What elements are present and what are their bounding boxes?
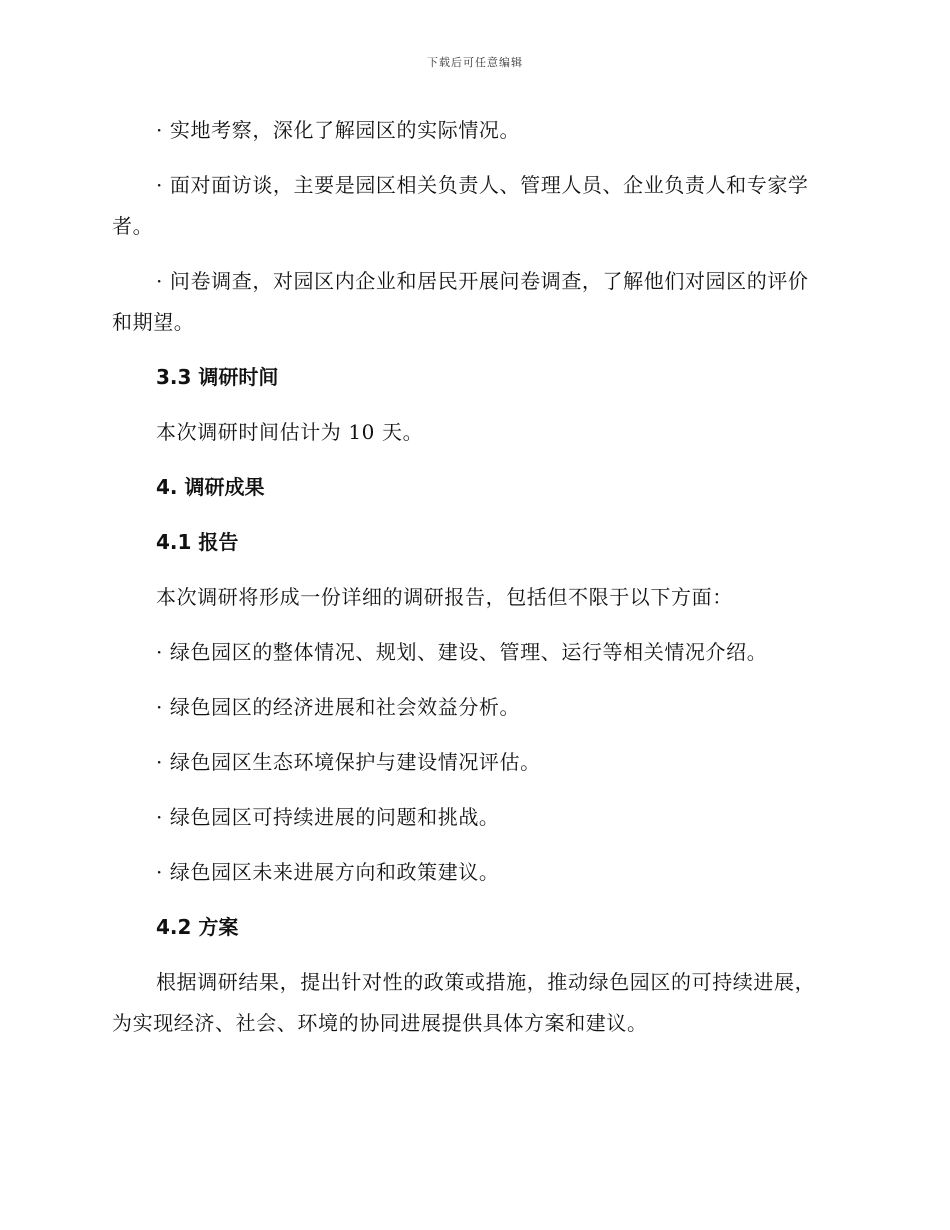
section-4-2-title: 4.2 方案 <box>156 915 239 939</box>
report-item: · 绿色园区可持续进展的问题和挑战。 <box>156 805 500 829</box>
section-4-2-text: 根据调研结果，提出针对性的政策或措施，推动绿色园区的可持续进展，为实现经济、社会、环境的协同进展提供具体方案和建议。 <box>112 970 816 1035</box>
report-item: · 绿色园区的整体情况、规划、建设、管理、运行等相关情况介绍。 <box>156 640 768 664</box>
section-4-title: 4. 调研成果 <box>156 475 265 499</box>
method-item-questionnaire: · 问卷调查，对园区内企业和居民开展问卷调查，了解他们对园区的评价和期望。 <box>112 269 809 334</box>
report-item: · 绿色园区的经济进展和社会效益分析。 <box>156 695 521 719</box>
method-item-interview: · 面对面访谈，主要是园区相关负责人、管理人员、企业负责人和专家学者。 <box>112 173 809 238</box>
section-3-3-text: 本次调研时间估计为 10 天。 <box>156 420 424 444</box>
header-note: 下载后可任意编辑 <box>427 56 523 69</box>
report-item: · 绿色园区生态环境保护与建设情况评估。 <box>156 750 541 774</box>
report-item: · 绿色园区未来进展方向和政策建议。 <box>156 860 500 884</box>
section-4-1-title: 4.1 报告 <box>156 530 239 554</box>
document-body <box>112 110 822 1058</box>
section-4-1-intro: 本次调研将形成一份详细的调研报告，包括但不限于以下方面： <box>156 585 733 609</box>
method-item-field-visit: · 实地考察，深化了解园区的实际情况。 <box>156 118 521 142</box>
section-3-3-title: 3.3 调研时间 <box>156 365 279 389</box>
